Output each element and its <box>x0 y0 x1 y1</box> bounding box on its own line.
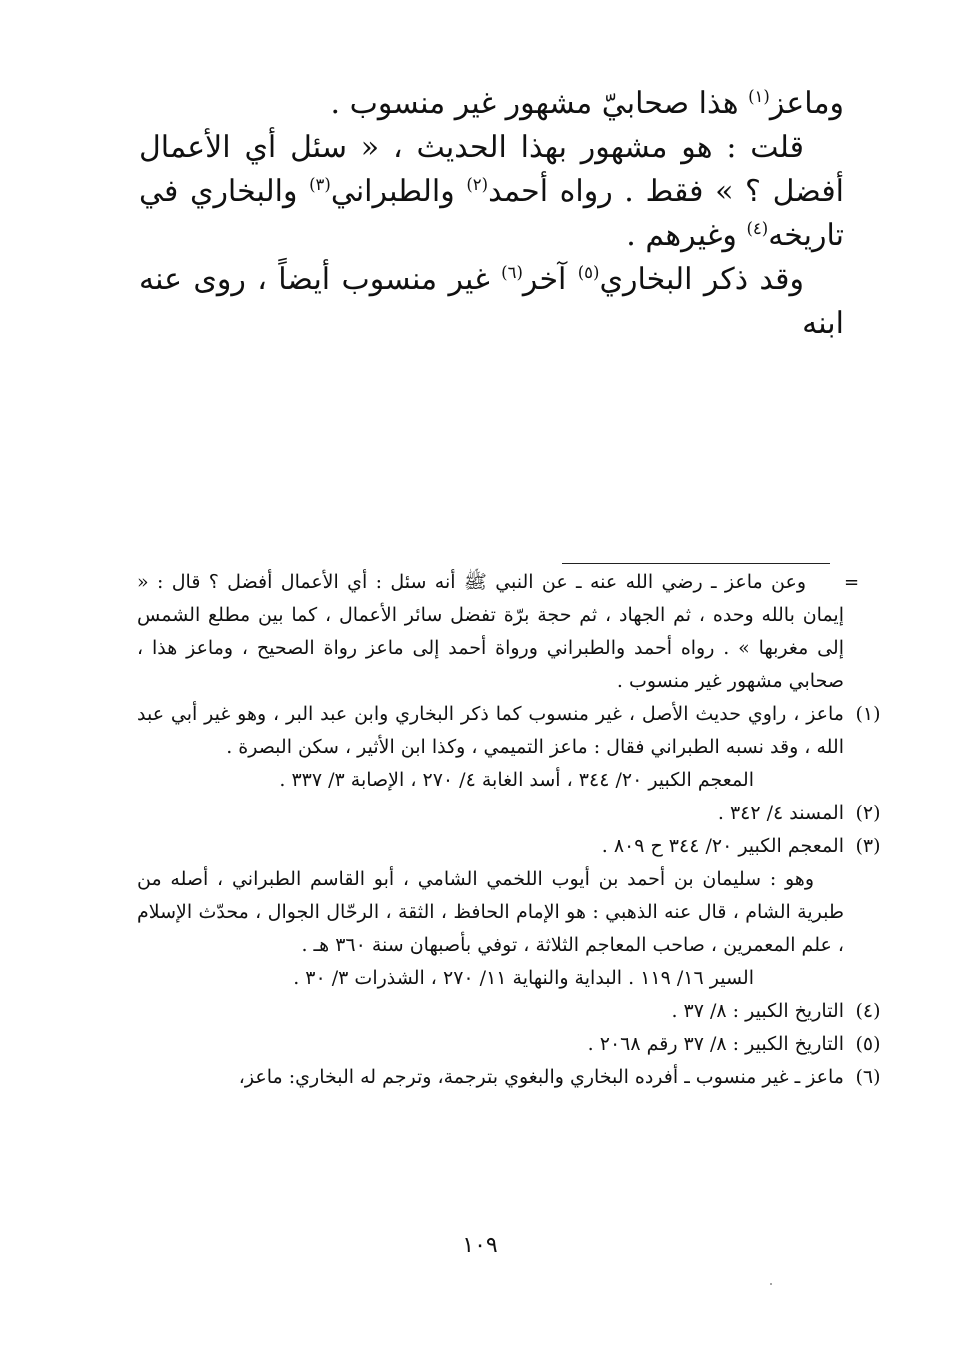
footnote-separator <box>562 563 830 564</box>
footnote-5 <box>137 1028 881 1061</box>
footnote-number: (٣) <box>855 835 881 857</box>
footnote-ref-2: (٢) <box>466 175 489 194</box>
footnote-number: (١) <box>855 703 881 725</box>
footnote-4 <box>137 995 881 1028</box>
footnote-6 <box>137 1061 881 1094</box>
footnote-ref-6: (٦) <box>501 263 523 282</box>
main-paragraph-2: قلت : هو مشهور بهذا الحديث ، « سئل أي الأعمال أفضل ؟ » فقط . رواه أحمد$^{(٢)}$ والطبراني$^{(٣)}$ والبخاري في تاريخه$^{(٤)}$ وغيرهم . <box>139 130 845 253</box>
footnote-number: (٤) <box>855 1000 881 1022</box>
main-paragraph-3: وقد ذكر البخاري$^{(٥)}$ آخر$^{(٦)}$ غير منسوب أيضاً ، روى عنه ابنه <box>139 262 844 341</box>
page-number: ١٠٩ <box>462 1233 498 1258</box>
footnote-number: (٦) <box>855 1066 881 1088</box>
footnote-2 <box>137 797 881 830</box>
footnote-ref-1: (١) <box>748 87 770 106</box>
footnote-number: (٢) <box>855 802 881 824</box>
footnote-text: المسند ٤/ ٣٤٢ . <box>717 802 844 824</box>
scan-speck <box>770 1283 772 1285</box>
footnote-ref-5: (٥) <box>577 263 600 282</box>
footnotes <box>137 566 881 1094</box>
footnote-ref-3: (٣) <box>309 175 331 194</box>
footnote-reference: المعجم الكبير ٢٠/ ٣٤٤ ، أسد الغابة ٤/ ٢٧٠ ، الإصابة ٣/ ٣٣٧ . <box>279 769 754 791</box>
footnote-number: (٥) <box>855 1033 881 1055</box>
footnote-text: ماعز ـ غير منسوب ـ أفرده البخاري والبغوي بترجمة، وترجم له البخاري: ماعز، <box>238 1066 844 1088</box>
main-text <box>139 82 844 346</box>
footnote-continuation: وعن ماعز ـ رضي الله عنه ـ عن النبي ﷺ أنه سئل : أي الأعمال أفضل ؟ قال : « إيمان بالله وحده ، ثم الجهاد ، ثم حجة برّة تفضل سائر الأعمال ، كما بين مطلع الشمس إلى مغربها » . رواه أحمد والطبراني ورواة أحمد إلى ماعز رواة الصحيح ، وماعز هذا ، صحابي مشهور غير منسوب . <box>137 571 844 692</box>
footnote-3 <box>137 830 881 995</box>
footnote-reference: السير ١٦/ ١١٩ . البداية والنهاية ١١/ ٢٧٠ ، الشذرات ٣/ ٣٠ . <box>293 967 754 989</box>
continuation-mark: = <box>844 572 860 593</box>
footnote-subtext: وهو : سليمان بن أحمد بن أيوب اللخمي الشامي ، أبو القاسم الطبراني ، أصله من طبرية الشام ، قال عنه الذهبي : هو الإمام الحافظ ، الثقة ، الرحّال الجوال ، محدّث الإسلام ، علم المعمرين ، صاحب المعاجم الثلاثة ، توفي بأصبهان سنة ٣٦٠ هـ . <box>137 868 844 956</box>
footnote-text: ماعز ، راوي حديث الأصل ، غير منسوب كما ذكر البخاري وابن عبد البر ، وهو غير أبي عبد الله ، وقد نسبه الطبراني فقال : ماعز التميمي ، وكذا ابن الأثير ، سكن البصرة . <box>137 703 844 758</box>
footnote-1 <box>137 698 881 797</box>
footnote-ref-4: (٤) <box>746 219 769 238</box>
footnote-text: التاريخ الكبير : ٨/ ٣٧ . <box>671 1000 844 1022</box>
footnote-text: المعجم الكبير ٢٠/ ٣٤٤ ح ٨٠٩ . <box>601 835 844 857</box>
footnote-text: التاريخ الكبير : ٨/ ٣٧ رقم ٢٠٦٨ . <box>587 1033 844 1055</box>
main-paragraph-1: وماعز$^{(١)}$ هذا صحابيّ مشهور غير منسوب . <box>330 86 844 121</box>
